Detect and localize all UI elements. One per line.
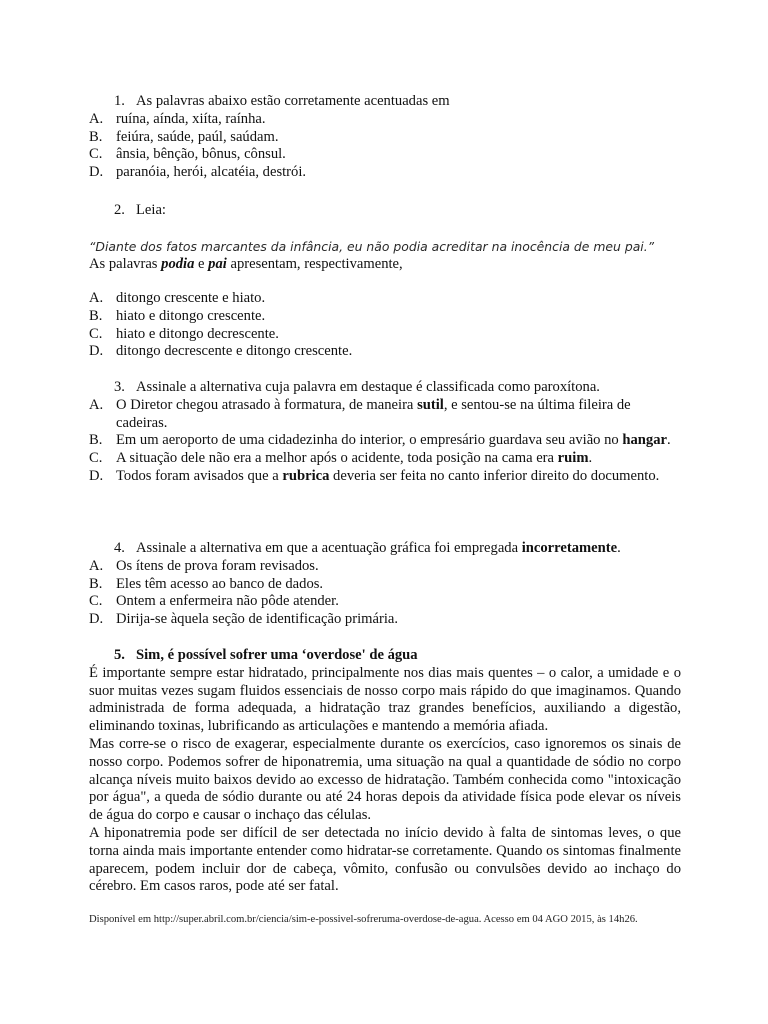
question-4 (89, 540, 681, 629)
highlight-word: rubrica (282, 467, 330, 484)
option-d: D. Dirija-se àquela seção de identificação primária. (89, 611, 398, 628)
question-title: Sim, é possível sofrer uma ‘overdose' de água (136, 647, 418, 663)
option-a: A. Os ítens de prova foram revisados. (89, 557, 319, 574)
question-number: 2. (114, 202, 125, 218)
question-prompt: Assinale a alternativa cuja palavra em destaque é classificada como paroxítona. (136, 379, 600, 395)
highlight-word: incorretamente (521, 540, 618, 556)
option-b: B. Em um aeroporto de uma cidadezinha do interior, o empresário guardava seu avião no hangar. (89, 432, 671, 449)
quote-text: “Diante dos fatos marcantes da infância, eu não podia acreditar na inocência de meu pai.” (89, 239, 655, 254)
article-paragraph: Mas corre-se o risco de exagerar, especialmente durante os exercícios, caso ignoremos os sinais de nosso corpo. Podemos sofrer de hiponatremia, uma situação na qual a quantidade de sódio no corpo alcança níveis muito baixos devido ao excesso de hidratação. Também conhecida como "intoxicação por água", a queda de sódio durante ou até 24 horas depois da atividade física pode elevar os níveis de água do corpo e causar o inchaço das células. (89, 735, 681, 824)
question-prompt: Leia: (136, 202, 166, 218)
option-c: C. Ontem a enfermeira não pôde atender. (89, 593, 339, 610)
question-number: 3. (114, 379, 125, 395)
question-number: 5. (114, 647, 125, 663)
option-b: B. Eles têm acesso ao banco de dados. (89, 575, 324, 592)
highlight-word: pai (208, 255, 227, 272)
source-citation: Disponível em http://super.abril.com.br/ciencia/sim-e-possivel-sofreruma-overdose-de-agua. Acesso em 04 AGO 2015, às 14h26. (89, 914, 638, 925)
question-prompt: Assinale a alternativa em que a acentuação gráfica foi empregada incorretamente. (136, 540, 621, 556)
question-2-quote-block (89, 238, 709, 274)
question-prompt: As palavras abaixo estão corretamente acentuadas em (136, 93, 450, 109)
option-c: C. hiato e ditongo decrescente. (89, 325, 279, 342)
highlight-word: ruim (557, 450, 589, 467)
highlight-word: hangar (622, 432, 667, 449)
option-a: A. ruína, aínda, xiíta, raínha. (89, 110, 266, 127)
question-2 (89, 202, 681, 220)
article-paragraph: A hiponatremia pode ser difícil de ser detectada no início devido à falta de sintomas leves, o que torna ainda mais importante entender como hidratar-se corretamente. Quando os sintomas finalmente aparecem, podem incluir dor de cabeça, vômito, confusão ou convulsões devido ao inchaço do cérebro. Em casos raros, pode até ser fatal. (89, 824, 681, 895)
option-c: C. ânsia, bênção, bônus, cônsul. (89, 146, 286, 163)
question-stem: As palavras podia e pai apresentam, respectivamente, (89, 255, 403, 272)
question-number: 1. (114, 93, 125, 109)
question-number: 4. (114, 540, 125, 556)
option-c: C. A situação dele não era a melhor após o acidente, toda posição na cama era ruim. (89, 450, 593, 467)
option-a: A. O Diretor chegou atrasado à formatura, de maneira sutil, e sentou-se na última fileira de cadeiras. (89, 396, 631, 431)
option-b: B. feiúra, saúde, paúl, saúdam. (89, 128, 279, 145)
option-b: B. hiato e ditongo crescente. (89, 307, 266, 324)
question-3 (89, 379, 681, 486)
highlight-word: sutil (417, 396, 444, 413)
option-d: D. paranóia, herói, alcatéia, destrói. (89, 164, 307, 181)
option-d: D. Todos foram avisados que a rubrica deveria ser feita no canto inferior direito do documento. (89, 467, 660, 484)
article-paragraph: É importante sempre estar hidratado, principalmente nos dias mais quentes – o calor, a umidade e o suor muitas vezes sugam fluidos essenciais de nosso corpo mais rápido do que imaginamos. Quando administrada de forma adequada, a hidratação traz grandes benefícios, auxiliando a digestão, eliminando toxinas, lubrificando as articulações e mantendo a memória afiada. (89, 664, 681, 735)
option-d: D. ditongo decrescente e ditongo crescente. (89, 343, 353, 360)
question-1 (89, 93, 681, 182)
option-a: A. ditongo crescente e hiato. (89, 290, 266, 306)
highlight-word: podia (161, 255, 195, 272)
question-2-options (89, 290, 681, 361)
question-5 (89, 647, 681, 896)
